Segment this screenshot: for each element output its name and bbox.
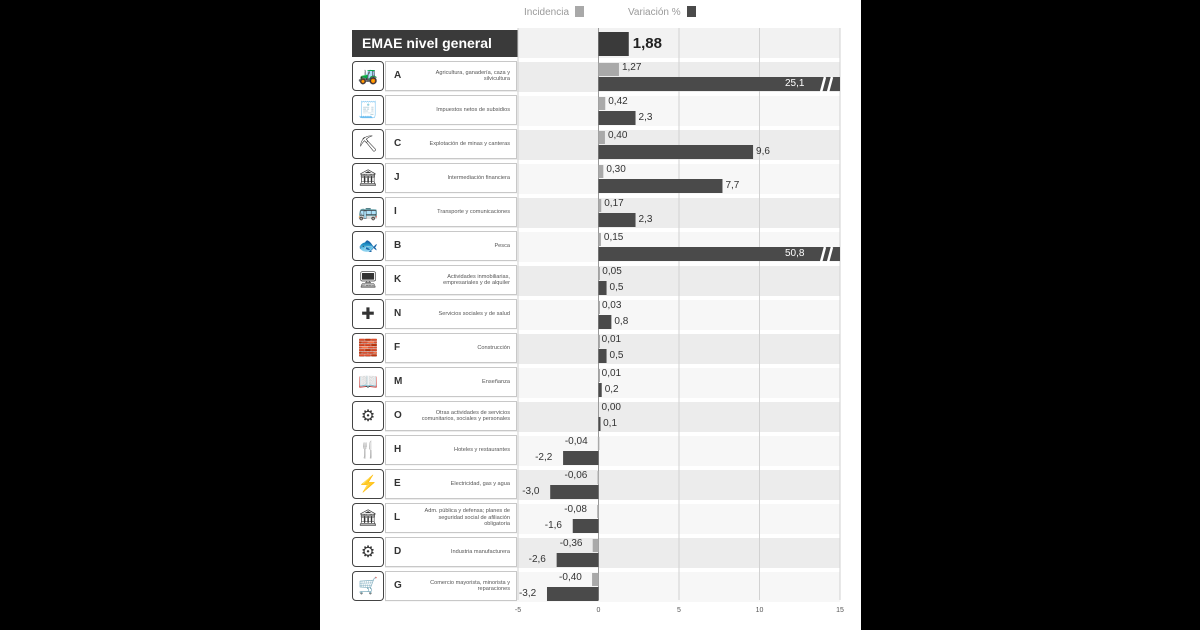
tractor-icon: 🚜 (352, 61, 384, 91)
incidencia-bar (599, 335, 601, 348)
variacion-value-label: -3,0 (522, 486, 540, 497)
variacion-bar (599, 349, 607, 363)
incidencia-value-label: 0,42 (608, 96, 628, 107)
x-tick-label: 10 (755, 607, 764, 614)
incidencia-bar (599, 63, 619, 76)
incidencia-value-label: 0,03 (601, 300, 622, 311)
variacion-value-label: -2,2 (535, 452, 553, 463)
mining-icon: ⛏ (352, 129, 384, 159)
variacion-bar (599, 111, 636, 125)
incidencia-value-label: 1,27 (621, 62, 642, 73)
category-label: Explotación de minas y canteras (429, 140, 510, 147)
variacion-value-label: -2,6 (528, 554, 546, 565)
tax-document-icon: 🧾 (352, 95, 384, 125)
category-code: O (394, 410, 402, 421)
category-label: Otras actividades de servicios comunitarios, sociales y personales (421, 409, 510, 422)
x-tick-label: -5 (514, 607, 522, 614)
health-cross-icon: ✚ (352, 299, 384, 329)
x-tick-label: 5 (677, 607, 681, 614)
incidencia-bar (599, 369, 601, 382)
cutlery-icon: 🍴 (352, 435, 384, 465)
category-code: N (394, 308, 402, 319)
variacion-value-label: 50,8 (785, 248, 805, 259)
variacion-bar (550, 485, 598, 499)
category-label: Intermediación financiera (447, 174, 510, 181)
variacion-bar (599, 383, 602, 397)
variacion-value-label: 0,8 (614, 316, 629, 327)
incidencia-bar (599, 165, 604, 178)
category-code: B (394, 240, 402, 251)
general-value-label: 1,88 (632, 35, 662, 52)
category-code: F (394, 342, 401, 353)
category-label: Hoteles y restaurantes (454, 446, 510, 453)
variacion-value-label: 0,5 (609, 350, 624, 361)
incidencia-value-label: 0,17 (604, 198, 624, 209)
category-code: J (394, 172, 400, 183)
category-code: E (394, 478, 401, 489)
incidencia-value-label: -0,04 (564, 436, 588, 447)
variacion-bar (599, 145, 754, 159)
legend-incidencia-label: Incidencia (524, 7, 570, 18)
general-level-title: EMAE nivel general (352, 30, 518, 57)
incidencia-bar (598, 437, 600, 450)
book-icon: 📖 (352, 367, 384, 397)
category-label: Pesca (494, 242, 510, 249)
incidencia-value-label: -0,36 (559, 538, 583, 549)
fish-icon: 🐟 (352, 231, 384, 261)
variacion-value-label: -1,6 (544, 520, 562, 531)
incidencia-bar (593, 539, 599, 552)
variacion-value-label: 9,6 (756, 146, 770, 157)
variacion-bar (599, 315, 612, 329)
variacion-value-label: 0,5 (609, 282, 624, 293)
category-label: Actividades inmobiliarias, empresariales y de alquiler (443, 273, 510, 286)
variacion-bar (573, 519, 599, 533)
category-code: G (394, 580, 402, 591)
variacion-bar (557, 553, 599, 567)
bus-icon: 🚌 (352, 197, 384, 227)
community-services-icon: ⚙ (352, 401, 384, 431)
capitol-icon: 🏛 (352, 503, 384, 533)
variacion-bar (547, 587, 599, 601)
incidencia-value-label: -0,06 (564, 470, 588, 481)
variacion-bar (599, 179, 723, 193)
incidencia-value-label: 0,30 (606, 164, 626, 175)
category-label: Impuestos netos de subsidios (436, 106, 510, 113)
category-label: Adm. pública y defensa; planes de seguridad social de afiliación obligatoria (424, 508, 510, 528)
bank-icon: 🏛 (352, 163, 384, 193)
variacion-bar (563, 451, 598, 465)
incidencia-bar (598, 471, 600, 484)
variacion-bar (599, 213, 636, 227)
incidencia-value-label: 0,01 (601, 368, 622, 379)
variacion-bar (599, 281, 607, 295)
category-label: Transporte y comunicaciones (437, 208, 510, 215)
variacion-value-label: 0,1 (603, 418, 618, 429)
category-code: D (394, 546, 402, 557)
variacion-value-label: 2,3 (638, 214, 653, 225)
x-tick-label: 15 (836, 607, 844, 614)
incidencia-bar (597, 505, 599, 518)
incidencia-value-label: -0,08 (564, 504, 587, 515)
incidencia-bar (599, 267, 601, 280)
general-variation-bar (599, 32, 629, 56)
gears-icon: ⚙ (352, 537, 384, 567)
incidencia-bar (599, 97, 606, 110)
incidencia-bar (599, 301, 601, 314)
category-label: Construcción (477, 344, 510, 351)
variacion-value-label: 25,1 (785, 78, 805, 89)
category-code: C (394, 138, 402, 149)
category-label: Agricultura, ganadería, caza y silvicultura (435, 69, 510, 82)
incidencia-value-label: 0,15 (603, 232, 624, 243)
variacion-value-label: 2,3 (638, 112, 653, 123)
category-label: Electricidad, gas y agua (450, 480, 510, 487)
incidencia-value-label: -0,40 (559, 572, 582, 583)
incidencia-value-label: 0,01 (601, 334, 622, 345)
category-code: L (394, 512, 401, 523)
category-label: Comercio mayorista, minorista y reparaciones (430, 579, 510, 592)
incidencia-bar (599, 199, 602, 212)
category-label: Servicios sociales y de salud (438, 310, 510, 317)
variacion-value-label: 0,2 (604, 384, 619, 395)
incidencia-value-label: 0,05 (602, 266, 622, 277)
x-tick-label: 0 (596, 607, 601, 614)
category-code: A (394, 70, 402, 81)
variacion-value-label: 7,7 (725, 180, 740, 191)
incidencia-bar (599, 233, 601, 246)
construction-icon: 🧱 (352, 333, 384, 363)
variacion-bar (599, 417, 601, 431)
legend-variacion-label: Variación % (628, 7, 681, 18)
incidencia-value-label: 0,00 (601, 402, 621, 413)
category-code: I (394, 206, 397, 217)
incidencia-bar (592, 573, 598, 586)
category-code: K (394, 274, 402, 285)
category-label: Enseñanza (482, 378, 510, 385)
incidencia-value-label: 0,40 (607, 130, 628, 141)
incidencia-bar (599, 131, 605, 144)
category-label: Industria manufacturera (450, 548, 510, 555)
category-code: M (394, 376, 403, 387)
shopping-cart-icon: 🛒 (352, 571, 384, 601)
category-code: H (394, 444, 402, 455)
variacion-value-label: -3,2 (518, 588, 537, 599)
utilities-icon: ⚡ (352, 469, 384, 499)
monitor-key-icon: 🖥 (352, 265, 384, 295)
